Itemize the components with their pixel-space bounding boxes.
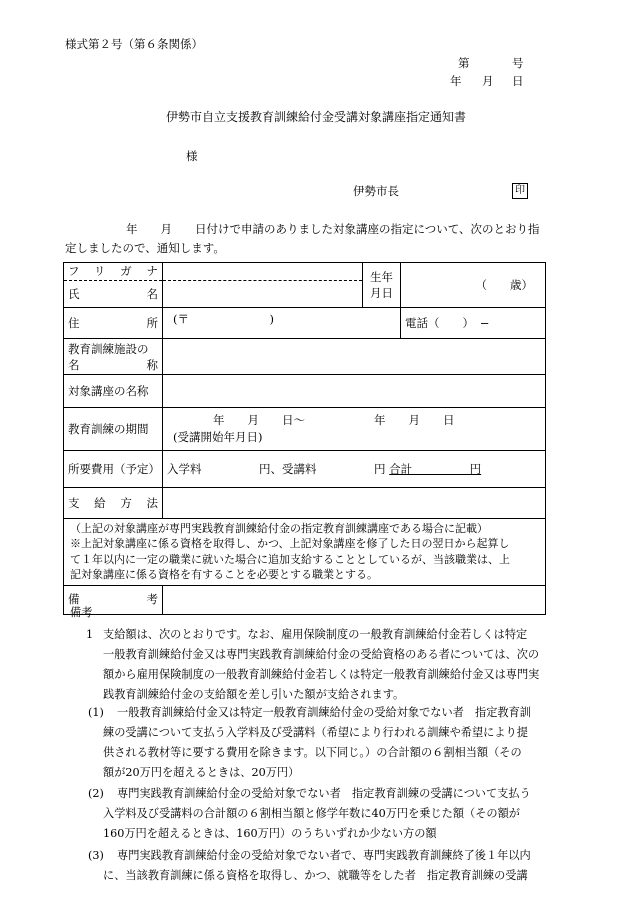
address-label: 住所	[64, 308, 163, 339]
form-number: 様式第２号（第６条関係）	[65, 37, 203, 51]
furigana-field	[163, 263, 363, 281]
number-label-go: 号	[512, 56, 524, 70]
birthdate-label	[363, 263, 401, 308]
facility-field	[163, 339, 546, 375]
sub-1-line-4: 額が20万円を超えるときは、20万円）	[103, 766, 300, 779]
payment-method-field	[163, 488, 546, 519]
sender-name: 伊勢市長	[353, 184, 399, 198]
date-year-label: 年	[450, 74, 462, 88]
notes-heading: 備考	[70, 606, 93, 619]
note-1-number: 1	[86, 628, 94, 641]
notice-line-4: 記対象講座に係る資格を有することを必要とする職業とする。	[70, 568, 378, 582]
seal-mark	[512, 182, 528, 199]
sub-1-number: (1)	[88, 706, 104, 719]
seal-icon: 印	[512, 183, 528, 199]
name-field	[163, 281, 363, 308]
additional-payment-note	[64, 519, 546, 586]
date-month-label: 月	[482, 74, 494, 88]
period-field	[163, 408, 546, 451]
course-label: 対象講座の名称	[64, 375, 163, 408]
sub-3-number: (3)	[88, 849, 104, 862]
postal-field: (〒 )	[163, 308, 401, 339]
birthdate-label-line1: 生年	[370, 270, 393, 284]
period-label: 教育訓練の期間	[64, 408, 163, 451]
name-label: 氏名	[64, 281, 163, 308]
remarks-field	[163, 585, 546, 614]
note-1-line-3: 額から雇用保険制度の一般教育訓練給付金若しくは特定一般教育訓練給付金又は専門実	[103, 668, 540, 681]
notice-line-2: ※上記対象講座に係る資格を取得し、かつ、上記対象講座を修了した日の翌日から起算し	[70, 537, 510, 551]
sub-1-line-2: 練の受講について支払う入学料及び受講料（希望により行われる訓練や希望により提	[103, 726, 528, 739]
sub-2-line-2: 入学料及び受講料の合計額の６割相当額と修学年数に40万円を乗じた額（その額が	[103, 807, 520, 820]
phone-field: 電話（ ） −	[401, 308, 546, 339]
sub-1-line-3: 供される教材等に要する費用を除きます。以下同じ。）の合計額の６割相当額（その	[103, 746, 522, 759]
intro-line-2: 定しましたので、通知します。	[65, 241, 225, 255]
sub-2-number: (2)	[88, 787, 104, 800]
cost-field	[163, 451, 546, 488]
facility-label	[64, 339, 163, 375]
cost-total: 合計 円	[389, 461, 482, 476]
sub-3-line-1: 専門実践教育訓練給付金の受給対象でない者で、専門実践教育訓練終了後１年以内	[117, 849, 531, 862]
age-field: （ 歳）	[401, 263, 546, 308]
payment-method-label: 支給方法	[64, 488, 163, 519]
cost-label: 所要費用（予定）	[64, 451, 163, 488]
note-1-line-4: 践教育訓練給付金の支給額を差し引いた額が支給されます。	[103, 688, 405, 701]
birthdate-label-line2: 月日	[370, 286, 393, 300]
sub-3-line-2: に、当該教育訓練に係る資格を取得し、かつ、就職等をした者 指定教育訓練の受講	[103, 869, 528, 882]
facility-label-line1: 教育訓練施設の	[68, 341, 149, 356]
recipient-suffix: 様	[186, 149, 198, 163]
intro-line-1: 年 月 日付けで申請のありました対象講座の指定について、次のとおり指	[126, 222, 540, 236]
remarks-label: 備考	[64, 585, 163, 614]
period-start-note: (受講開始年月日)	[173, 430, 263, 444]
sub-1-line-1: 一般教育訓練給付金又は特定一般教育訓練給付金の受給対象でない者 指定教育訓	[117, 706, 531, 719]
note-1-line-1: 支給額は、次のとおりです。なお、雇用保険制度の一般教育訓練給付金若しくは特定	[103, 628, 528, 641]
cost-admission: 入学料 円、受講料 円	[167, 461, 386, 476]
facility-label-line2: 名称	[68, 357, 158, 372]
period-value: 年 月 日〜 年 月 日	[213, 413, 455, 427]
date-day-label: 日	[512, 74, 524, 88]
furigana-label: フリガナ	[64, 263, 163, 281]
document-title: 伊勢市自立支援教育訓練給付金受講対象講座指定通知書	[166, 110, 467, 124]
notice-line-1: （上記の対象講座が専門実践教育訓練給付金の指定教育訓練講座である場合に記載）	[70, 522, 488, 535]
course-field	[163, 375, 546, 408]
notice-line-3: て１年以内に一定の職業に就いた場合に追加支給することとしているが、当該職業は、上	[70, 552, 510, 566]
sub-2-line-1: 専門実践教育訓練給付金の受給対象でない者 指定教育訓練の受講について支払う	[117, 787, 531, 800]
number-label-dai: 第	[458, 56, 470, 70]
application-table	[63, 262, 546, 615]
note-1-line-2: 一般教育訓練給付金又は専門実践教育訓練給付金の受給資格のある者については、次の	[103, 648, 540, 661]
sub-2-line-3: 160万円を超えるときは、160万円）のうちいずれか少ない方の額	[103, 827, 437, 840]
